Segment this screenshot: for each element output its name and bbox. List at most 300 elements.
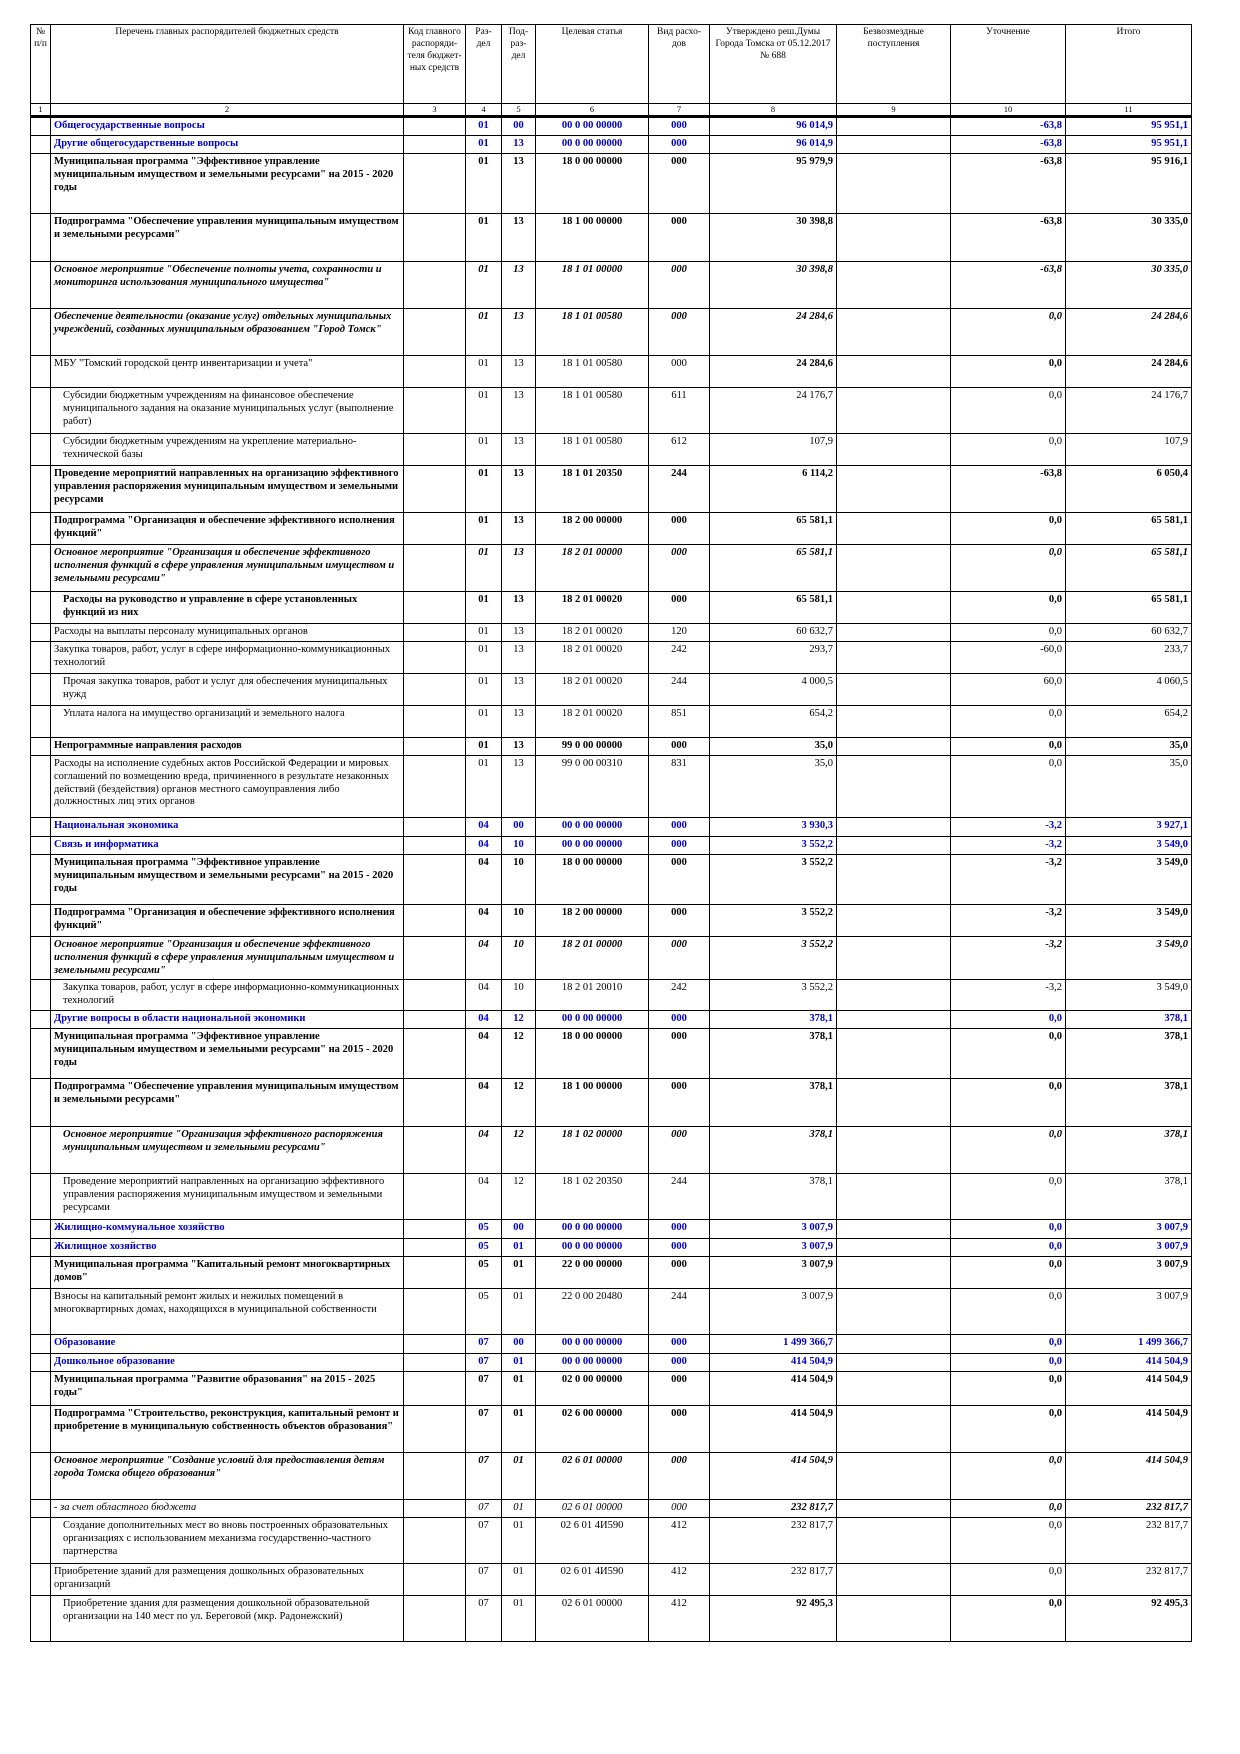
cell-change: -63,8 [951,117,1066,136]
cell-change: 0,0 [951,1517,1066,1563]
cell-approved: 3 007,9 [710,1256,837,1288]
cell-expense-type: 000 [649,592,710,624]
cell-podrazdel: 10 [502,980,536,1011]
cell-target: 18 2 00 00000 [536,905,649,937]
cell-grbs [404,1595,466,1641]
cell-razdel: 01 [466,624,502,642]
cell-grbs [404,309,466,356]
cell-razdel: 04 [466,837,502,855]
cell-approved: 24 176,7 [710,388,837,434]
col-header-razdel: Раз-дел [466,25,502,104]
table-row [31,592,1192,624]
table-row [31,1219,1192,1238]
cell-free [837,937,951,980]
cell-podrazdel: 00 [502,1334,536,1353]
cell-razdel: 07 [466,1499,502,1517]
cell-num [31,642,51,674]
cell-free [837,154,951,214]
cell-num [31,545,51,592]
cell-podrazdel: 10 [502,937,536,980]
cell-podrazdel: 00 [502,1219,536,1238]
table-row [31,1595,1192,1641]
cell-grbs [404,1028,466,1078]
cell-grbs [404,136,466,154]
cell-grbs [404,905,466,937]
cell-approved: 35,0 [710,756,837,818]
cell-podrazdel: 00 [502,117,536,136]
cell-expense-type: 000 [649,1010,710,1028]
cell-free [837,1288,951,1334]
cell-approved: 65 581,1 [710,545,837,592]
cell-razdel: 01 [466,513,502,545]
cell-target: 18 0 00 00000 [536,1028,649,1078]
cell-name: Обеспечение деятельности (оказание услуг) отдельных муниципальных учреждений, созданных муниципальным образованием "Город Томск" [51,309,404,356]
cell-name: МБУ "Томский городской центр инвентаризации и учета" [51,356,404,388]
table-row [31,154,1192,214]
cell-name: Подпрограмма "Обеспечение управления муниципальным имуществом и земельными ресурсами" [51,214,404,262]
table-row [31,214,1192,262]
cell-target: 18 1 01 00580 [536,434,649,466]
cell-podrazdel: 01 [502,1353,536,1371]
cell-num [31,1028,51,1078]
cell-podrazdel: 13 [502,624,536,642]
cell-razdel: 01 [466,136,502,154]
budget-table [30,24,1192,1642]
cell-name: Проведение мероприятий направленных на организацию эффективного управления распоряжения муниципальным имуществом и земельными ресурсами [51,466,404,513]
cell-podrazdel: 13 [502,674,536,706]
cell-grbs [404,642,466,674]
column-number-row [31,104,1192,117]
cell-target: 99 0 00 00000 [536,738,649,756]
cell-change: 0,0 [951,1219,1066,1238]
cell-change: -63,8 [951,214,1066,262]
col-header-expense-type: Вид расхо-дов [649,25,710,104]
table-row [31,545,1192,592]
cell-podrazdel: 01 [502,1595,536,1641]
table-body [31,117,1192,1642]
cell-expense-type: 000 [649,356,710,388]
cell-target: 02 6 01 4И590 [536,1517,649,1563]
cell-change: 0,0 [951,1353,1066,1371]
cell-expense-type: 000 [649,1405,710,1452]
cell-target: 22 0 00 20480 [536,1288,649,1334]
cell-name: Муниципальная программа "Капитальный ремонт многоквартирных домов" [51,1256,404,1288]
cell-approved: 3 552,2 [710,937,837,980]
cell-total: 24 284,6 [1066,309,1192,356]
cell-target: 18 2 01 00020 [536,674,649,706]
cell-razdel: 01 [466,154,502,214]
cell-grbs [404,1517,466,1563]
cell-free [837,642,951,674]
cell-podrazdel: 13 [502,545,536,592]
cell-approved: 378,1 [710,1126,837,1173]
cell-target: 00 0 00 00000 [536,1334,649,1353]
table-row [31,1499,1192,1517]
cell-name: Подпрограмма "Организация и обеспечение эффективного исполнения функций" [51,513,404,545]
cell-razdel: 01 [466,214,502,262]
table-row [31,136,1192,154]
table-row [31,674,1192,706]
cell-approved: 4 000,5 [710,674,837,706]
cell-num [31,1452,51,1499]
cell-change: -3,2 [951,980,1066,1011]
cell-razdel: 01 [466,117,502,136]
cell-expense-type: 000 [649,1219,710,1238]
cell-change: -63,8 [951,262,1066,309]
cell-grbs [404,1353,466,1371]
cell-target: 18 1 02 00000 [536,1126,649,1173]
cell-target: 00 0 00 00000 [536,1010,649,1028]
cell-free [837,388,951,434]
cell-change: 0,0 [951,309,1066,356]
cell-name: Муниципальная программа "Развитие образования" на 2015 - 2025 годы" [51,1371,404,1405]
cell-name: Другие общегосударственные вопросы [51,136,404,154]
cell-razdel: 01 [466,756,502,818]
cell-approved: 24 284,6 [710,356,837,388]
cell-approved: 6 114,2 [710,466,837,513]
cell-approved: 414 504,9 [710,1405,837,1452]
cell-free [837,837,951,855]
cell-free [837,434,951,466]
cell-expense-type: 000 [649,154,710,214]
cell-expense-type: 000 [649,1452,710,1499]
cell-approved: 3 552,2 [710,837,837,855]
cell-grbs [404,1288,466,1334]
cell-total: 3 007,9 [1066,1288,1192,1334]
cell-change: 0,0 [951,1405,1066,1452]
cell-change: 0,0 [951,1010,1066,1028]
cell-grbs [404,214,466,262]
cell-approved: 414 504,9 [710,1353,837,1371]
cell-target: 02 6 00 00000 [536,1405,649,1452]
cell-podrazdel: 10 [502,837,536,855]
cell-total: 414 504,9 [1066,1405,1192,1452]
cell-name: Муниципальная программа "Эффективное управление муниципальным имуществом и земельными ресурсами" на 2015 - 2020 годы [51,855,404,905]
cell-name: Жилищное хозяйство [51,1238,404,1256]
cell-grbs [404,154,466,214]
cell-free [837,1452,951,1499]
cell-grbs [404,837,466,855]
cell-free [837,136,951,154]
cell-expense-type: 000 [649,738,710,756]
cell-change: -3,2 [951,837,1066,855]
cell-total: 4 060,5 [1066,674,1192,706]
cell-podrazdel: 01 [502,1371,536,1405]
cell-approved: 232 817,7 [710,1563,837,1595]
cell-approved: 95 979,9 [710,154,837,214]
cell-num [31,1078,51,1126]
cell-num [31,154,51,214]
cell-podrazdel: 13 [502,642,536,674]
cell-expense-type: 244 [649,1288,710,1334]
cell-grbs [404,434,466,466]
cell-name: Муниципальная программа "Эффективное управление муниципальным имуществом и земельными ресурсами" на 2015 - 2020 годы [51,1028,404,1078]
cell-change: 60,0 [951,674,1066,706]
cell-num [31,214,51,262]
cell-podrazdel: 01 [502,1405,536,1452]
cell-name: Подпрограмма "Строительство, реконструкция, капитальный ремонт и приобретение в муниципальную собственность объектов образования" [51,1405,404,1452]
cell-free [837,513,951,545]
cell-total: 65 581,1 [1066,545,1192,592]
cell-grbs [404,545,466,592]
cell-total: 35,0 [1066,756,1192,818]
table-row [31,309,1192,356]
cell-grbs [404,706,466,738]
cell-grbs [404,117,466,136]
col-number: 11 [1066,104,1192,117]
cell-expense-type: 000 [649,1028,710,1078]
cell-total: 95 916,1 [1066,154,1192,214]
cell-approved: 65 581,1 [710,592,837,624]
table-row [31,855,1192,905]
cell-target: 00 0 00 00000 [536,837,649,855]
table-row [31,738,1192,756]
cell-total: 654,2 [1066,706,1192,738]
table-row [31,434,1192,466]
cell-total: 232 817,7 [1066,1517,1192,1563]
col-header-grbs: Код главного распоряди-теля бюджет-ных средств [404,25,466,104]
cell-total: 3 549,0 [1066,937,1192,980]
cell-razdel: 01 [466,706,502,738]
cell-grbs [404,1334,466,1353]
cell-grbs [404,356,466,388]
cell-expense-type: 412 [649,1595,710,1641]
cell-name: Другие вопросы в области национальной экономики [51,1010,404,1028]
cell-expense-type: 000 [649,905,710,937]
cell-grbs [404,1219,466,1238]
table-row [31,1256,1192,1288]
cell-target: 18 1 01 00000 [536,262,649,309]
cell-razdel: 04 [466,937,502,980]
cell-target: 18 2 01 00020 [536,624,649,642]
cell-change: 0,0 [951,1173,1066,1219]
cell-num [31,1288,51,1334]
cell-podrazdel: 12 [502,1173,536,1219]
cell-expense-type: 242 [649,980,710,1011]
cell-num [31,262,51,309]
cell-approved: 3 007,9 [710,1219,837,1238]
cell-grbs [404,1126,466,1173]
cell-free [837,624,951,642]
cell-podrazdel: 10 [502,855,536,905]
table-row [31,1563,1192,1595]
table-row [31,837,1192,855]
cell-approved: 378,1 [710,1010,837,1028]
cell-razdel: 04 [466,905,502,937]
table-row [31,1078,1192,1126]
cell-grbs [404,818,466,837]
cell-total: 92 495,3 [1066,1595,1192,1641]
cell-free [837,818,951,837]
cell-change: -3,2 [951,905,1066,937]
cell-num [31,756,51,818]
cell-expense-type: 612 [649,434,710,466]
cell-num [31,624,51,642]
cell-num [31,818,51,837]
cell-free [837,1371,951,1405]
cell-grbs [404,466,466,513]
col-header-num: № п/п [31,25,51,104]
cell-approved: 96 014,9 [710,117,837,136]
cell-razdel: 05 [466,1219,502,1238]
cell-approved: 378,1 [710,1028,837,1078]
cell-grbs [404,738,466,756]
cell-razdel: 01 [466,356,502,388]
cell-total: 414 504,9 [1066,1353,1192,1371]
cell-total: 3 007,9 [1066,1219,1192,1238]
cell-change: -63,8 [951,154,1066,214]
cell-podrazdel: 13 [502,513,536,545]
cell-approved: 24 284,6 [710,309,837,356]
cell-expense-type: 000 [649,1078,710,1126]
cell-grbs [404,592,466,624]
cell-change: 0,0 [951,1256,1066,1288]
cell-approved: 414 504,9 [710,1452,837,1499]
cell-expense-type: 000 [649,545,710,592]
table-row [31,262,1192,309]
cell-name: Взносы на капитальный ремонт жилых и нежилых помещений в многоквартирных домах, находящихся в муниципальной собственности [51,1288,404,1334]
cell-target: 02 0 00 00000 [536,1371,649,1405]
cell-razdel: 01 [466,466,502,513]
cell-change: 0,0 [951,738,1066,756]
cell-razdel: 07 [466,1405,502,1452]
cell-razdel: 01 [466,592,502,624]
col-number: 5 [502,104,536,117]
cell-total: 24 284,6 [1066,356,1192,388]
cell-change: 0,0 [951,1288,1066,1334]
cell-free [837,1078,951,1126]
cell-num [31,855,51,905]
cell-approved: 378,1 [710,1078,837,1126]
cell-expense-type: 412 [649,1517,710,1563]
cell-approved: 3 552,2 [710,980,837,1011]
cell-approved: 65 581,1 [710,513,837,545]
cell-podrazdel: 13 [502,466,536,513]
cell-razdel: 01 [466,738,502,756]
table-row [31,1238,1192,1256]
cell-name: Основное мероприятие "Организация и обеспечение эффективного исполнения функций в сфере управления муниципальным имуществом и земельными ресурсами" [51,937,404,980]
cell-approved: 35,0 [710,738,837,756]
cell-target: 18 1 00 00000 [536,1078,649,1126]
table-row [31,1517,1192,1563]
cell-grbs [404,756,466,818]
cell-expense-type: 000 [649,1371,710,1405]
col-number: 4 [466,104,502,117]
cell-grbs [404,1256,466,1288]
cell-name: Приобретение зданий для размещения дошкольных образовательных организаций [51,1563,404,1595]
cell-podrazdel: 01 [502,1256,536,1288]
cell-name: Закупка товаров, работ, услуг в сфере информационно-коммуникационных технологий [51,642,404,674]
cell-free [837,1405,951,1452]
cell-podrazdel: 13 [502,434,536,466]
cell-num [31,1219,51,1238]
cell-total: 95 951,1 [1066,117,1192,136]
cell-target: 18 1 01 00580 [536,309,649,356]
cell-free [837,309,951,356]
cell-razdel: 01 [466,262,502,309]
cell-grbs [404,1563,466,1595]
cell-name: Субсидии бюджетным учреждениям на укрепление материально-технической базы [51,434,404,466]
cell-total: 232 817,7 [1066,1563,1192,1595]
cell-name: Муниципальная программа "Эффективное управление муниципальным имуществом и земельными ресурсами" на 2015 - 2020 годы [51,154,404,214]
cell-free [837,356,951,388]
cell-target: 18 2 01 00000 [536,545,649,592]
cell-change: 0,0 [951,1126,1066,1173]
cell-free [837,1219,951,1238]
cell-num [31,1353,51,1371]
cell-razdel: 04 [466,1028,502,1078]
cell-expense-type: 000 [649,818,710,837]
col-number: 7 [649,104,710,117]
cell-expense-type: 000 [649,136,710,154]
table-row [31,1173,1192,1219]
table-row [31,1405,1192,1452]
cell-num [31,309,51,356]
cell-razdel: 05 [466,1256,502,1288]
cell-free [837,1028,951,1078]
cell-name: Подпрограмма "Организация и обеспечение эффективного исполнения функций" [51,905,404,937]
cell-free [837,1595,951,1641]
cell-podrazdel: 01 [502,1452,536,1499]
cell-expense-type: 244 [649,1173,710,1219]
cell-approved: 3 552,2 [710,905,837,937]
table-row [31,117,1192,136]
cell-expense-type: 242 [649,642,710,674]
cell-razdel: 07 [466,1371,502,1405]
cell-podrazdel: 13 [502,738,536,756]
cell-approved: 3 007,9 [710,1238,837,1256]
cell-target: 18 1 02 20350 [536,1173,649,1219]
table-row [31,356,1192,388]
cell-free [837,466,951,513]
cell-change: -3,2 [951,855,1066,905]
cell-total: 3 549,0 [1066,980,1192,1011]
table-row [31,937,1192,980]
cell-target: 18 1 00 00000 [536,214,649,262]
cell-expense-type: 000 [649,837,710,855]
cell-razdel: 01 [466,388,502,434]
cell-razdel: 07 [466,1595,502,1641]
table-row [31,1288,1192,1334]
cell-num [31,592,51,624]
col-header-free: Безвозмездные поступления [837,25,951,104]
cell-razdel: 05 [466,1288,502,1334]
cell-total: 65 581,1 [1066,592,1192,624]
cell-change: 0,0 [951,756,1066,818]
cell-expense-type: 000 [649,1499,710,1517]
cell-expense-type: 244 [649,466,710,513]
cell-razdel: 07 [466,1353,502,1371]
cell-total: 378,1 [1066,1126,1192,1173]
col-number: 1 [31,104,51,117]
cell-grbs [404,624,466,642]
cell-free [837,980,951,1011]
cell-target: 18 1 01 20350 [536,466,649,513]
cell-num [31,837,51,855]
cell-expense-type: 000 [649,309,710,356]
cell-podrazdel: 13 [502,136,536,154]
cell-target: 18 1 01 00580 [536,388,649,434]
col-number: 6 [536,104,649,117]
cell-num [31,434,51,466]
cell-change: -63,8 [951,466,1066,513]
cell-total: 60 632,7 [1066,624,1192,642]
cell-num [31,1126,51,1173]
cell-num [31,466,51,513]
cell-grbs [404,1078,466,1126]
table-row [31,642,1192,674]
cell-target: 18 2 00 00000 [536,513,649,545]
